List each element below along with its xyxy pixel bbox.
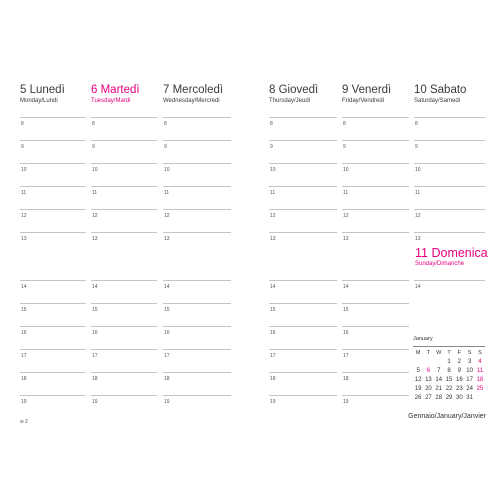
hour-label: 18 [92, 376, 98, 382]
slot-line [163, 326, 231, 327]
calendar-date: 14 [435, 377, 443, 383]
hour-label: 18 [21, 376, 27, 382]
slot-line [414, 209, 485, 210]
weekday-header: T [447, 350, 451, 356]
hour-label: 8 [21, 121, 24, 127]
hour-label: 11 [415, 190, 421, 196]
hour-label: 9 [21, 144, 24, 150]
hour-label: 14 [92, 284, 98, 290]
sunday-day-name: Domenica [431, 246, 488, 260]
hour-label: 9 [343, 144, 346, 150]
slot-line [91, 186, 157, 187]
hour-label: 17 [343, 353, 349, 359]
calendar-date: 30 [455, 395, 463, 401]
hour-label: 16 [92, 330, 98, 336]
slot-line [20, 326, 86, 327]
hour-label: 10 [164, 167, 170, 173]
mini-calendar-month: January [413, 336, 433, 342]
calendar-empty [475, 394, 485, 403]
hour-label: 10 [270, 167, 276, 173]
weekday-header: W [436, 350, 442, 356]
slot-line [342, 186, 409, 187]
calendar-date: 9 [457, 368, 461, 374]
day-title: 6 Martedì [91, 84, 140, 96]
hour-label: 8 [270, 121, 273, 127]
calendar-date: 16 [455, 377, 463, 383]
slot-line [163, 303, 231, 304]
hour-label: 19 [270, 399, 276, 405]
day-title: 9 Venerdì [342, 84, 392, 96]
slot-line [91, 280, 157, 281]
calendar-date: 6 [426, 368, 431, 374]
hour-label: 11 [343, 190, 349, 196]
hour-label: 12 [343, 213, 349, 219]
slot-line [342, 209, 409, 210]
slot-line [91, 163, 157, 164]
hour-label: 9 [92, 144, 95, 150]
hour-label: 8 [92, 121, 95, 127]
day-title: 8 Giovedì [269, 84, 319, 96]
hour-label: 19 [164, 399, 170, 405]
calendar-empty [434, 358, 444, 367]
hour-label: 16 [164, 330, 170, 336]
hour-label: 12 [21, 213, 27, 219]
slot-line [414, 140, 485, 141]
slot-line [269, 349, 337, 350]
slot-line [163, 372, 231, 373]
calendar-date: 25 [476, 386, 484, 392]
slot-line [20, 232, 86, 233]
day-header-thursday [269, 84, 318, 105]
weekday-header: T [426, 350, 431, 356]
hour-label: 15 [164, 307, 170, 313]
hour-label: 14 [270, 284, 276, 290]
sunday-header [415, 246, 488, 268]
hour-label: 18 [270, 376, 276, 382]
slot-line [20, 280, 86, 281]
hour-label: 10 [415, 167, 421, 173]
calendar-date: 4 [478, 359, 482, 365]
slot-line [342, 232, 409, 233]
slot-line [342, 303, 409, 304]
hour-label: 15 [92, 307, 98, 313]
hour-label: 13 [92, 236, 98, 242]
hour-label: 15 [270, 307, 276, 313]
calendar-date: 23 [455, 386, 463, 392]
hour-label: 8 [164, 121, 167, 127]
calendar-date: 27 [425, 395, 432, 401]
day-header-monday [20, 84, 65, 105]
slot-line [414, 117, 485, 118]
calendar-empty [413, 358, 423, 367]
weekday-header: M [415, 350, 421, 356]
hour-label: 10 [343, 167, 349, 173]
slot-line [20, 372, 86, 373]
day-header-tuesday [91, 84, 140, 105]
slot-line [91, 326, 157, 327]
hour-label: 17 [164, 353, 170, 359]
week-number: w 2 [20, 419, 28, 425]
slot-line [91, 395, 157, 396]
hour-label: 18 [343, 376, 349, 382]
calendar-date: 3 [467, 359, 472, 365]
sunday-day-subtitle: Sunday/Dimanche [415, 261, 465, 267]
slot-line [269, 140, 337, 141]
calendar-date: 7 [437, 368, 441, 374]
slot-line [163, 163, 231, 164]
hour-label: 14 [164, 284, 170, 290]
calendar-date: 1 [447, 359, 451, 365]
slot-line [414, 280, 485, 281]
slot-line [269, 326, 337, 327]
hour-label: 14 [415, 284, 421, 290]
slot-line [163, 395, 231, 396]
weekday-header: F [457, 350, 462, 356]
slot-line [20, 163, 86, 164]
slot-line [163, 117, 231, 118]
day-subtitle: Saturday/Samedi [414, 98, 461, 104]
slot-line [269, 280, 337, 281]
hour-label: 9 [415, 144, 418, 150]
slot-line [269, 163, 337, 164]
hour-label: 18 [164, 376, 170, 382]
slot-line [91, 372, 157, 373]
calendar-date: 12 [414, 377, 422, 383]
day-title: 10 Sabato [414, 84, 467, 96]
hour-label: 11 [270, 190, 276, 196]
calendar-date: 19 [414, 386, 422, 392]
day-header-friday [342, 84, 391, 105]
slot-line [163, 232, 231, 233]
weekday-header: S [478, 350, 482, 356]
hour-label: 8 [415, 121, 418, 127]
hour-label: 15 [343, 307, 349, 313]
hour-label: 15 [21, 307, 27, 313]
slot-line [269, 232, 337, 233]
hour-label: 17 [92, 353, 98, 359]
hour-label: 16 [21, 330, 27, 336]
slot-line [269, 209, 337, 210]
hour-label: 14 [21, 284, 27, 290]
slot-line [342, 326, 409, 327]
hour-label: 14 [343, 284, 349, 290]
mini-calendar-grid [413, 349, 485, 403]
slot-line [163, 280, 231, 281]
slot-line [269, 117, 337, 118]
slot-line [414, 232, 485, 233]
calendar-date: 15 [445, 377, 453, 383]
slot-line [269, 395, 337, 396]
hour-label: 17 [270, 353, 276, 359]
hour-label: 13 [343, 236, 349, 242]
calendar-empty [423, 358, 433, 367]
sunday-day-number: 11 [415, 246, 428, 260]
calendar-date: 22 [445, 386, 453, 392]
day-subtitle: Friday/Vendredi [342, 98, 385, 104]
slot-line [91, 349, 157, 350]
slot-line [342, 280, 409, 281]
day-header-wednesday [163, 84, 223, 105]
slot-line [163, 140, 231, 141]
hour-label: 19 [343, 399, 349, 405]
day-title: 5 Lunedì [20, 84, 65, 96]
slot-line [20, 303, 86, 304]
slot-line [20, 349, 86, 350]
sunday-title [415, 246, 488, 260]
day-title: 7 Mercoledì [163, 84, 224, 96]
slot-line [163, 186, 231, 187]
hour-label: 11 [164, 190, 170, 196]
calendar-date: 18 [476, 377, 484, 383]
hour-label: 12 [92, 213, 98, 219]
slot-line [163, 209, 231, 210]
calendar-date: 21 [435, 386, 443, 392]
hour-label: 11 [21, 190, 27, 196]
slot-line [269, 303, 337, 304]
calendar-date: 28 [435, 395, 443, 401]
slot-line [20, 209, 86, 210]
slot-line [414, 186, 485, 187]
calendar-date: 26 [414, 395, 422, 401]
hour-label: 13 [270, 236, 276, 242]
hour-label: 12 [415, 213, 421, 219]
mini-calendar [413, 336, 485, 403]
slot-line [20, 186, 86, 187]
hour-label: 9 [270, 144, 273, 150]
day-subtitle: Wednesday/Mercredi [163, 98, 220, 104]
calendar-date: 13 [425, 377, 432, 383]
hour-label: 10 [92, 167, 98, 173]
slot-line [91, 209, 157, 210]
hour-label: 8 [343, 121, 346, 127]
hour-label: 13 [415, 236, 421, 242]
slot-line [91, 232, 157, 233]
calendar-date: 31 [466, 395, 473, 401]
hour-label: 13 [164, 236, 170, 242]
slot-line [163, 349, 231, 350]
hour-label: 11 [92, 190, 98, 196]
hour-label: 16 [343, 330, 349, 336]
slot-line [342, 163, 409, 164]
slot-line [414, 163, 485, 164]
day-subtitle: Tuesday/Mardi [91, 98, 131, 104]
hour-label: 9 [164, 144, 167, 150]
slot-line [342, 117, 409, 118]
slot-line [342, 140, 409, 141]
slot-line [342, 372, 409, 373]
hour-label: 10 [21, 167, 27, 173]
calendar-date: 11 [476, 368, 484, 374]
calendar-date: 5 [416, 368, 420, 374]
calendar-date: 2 [457, 359, 461, 365]
weekday-header: S [467, 350, 472, 356]
calendar-date: 17 [466, 377, 473, 383]
hour-label: 12 [164, 213, 170, 219]
calendar-date: 20 [425, 386, 432, 392]
day-subtitle: Monday/Lundi [20, 98, 58, 104]
slot-line [91, 117, 157, 118]
slot-line [342, 349, 409, 350]
hour-label: 16 [270, 330, 276, 336]
calendar-date: 8 [447, 368, 451, 374]
slot-line [269, 186, 337, 187]
hour-label: 12 [270, 213, 276, 219]
slot-line [269, 372, 337, 373]
month-footer: Gennaio/January/Janvier [408, 413, 486, 420]
slot-line [20, 140, 86, 141]
calendar-date: 24 [466, 386, 473, 392]
day-subtitle: Thursday/Jeudi [269, 98, 311, 104]
slot-line [342, 395, 409, 396]
calendar-date: 10 [466, 368, 473, 374]
mini-calendar-divider [413, 346, 485, 347]
hour-label: 19 [21, 399, 27, 405]
slot-line [91, 303, 157, 304]
hour-label: 13 [21, 236, 27, 242]
slot-line [20, 117, 86, 118]
hour-label: 17 [21, 353, 27, 359]
calendar-date: 29 [445, 395, 453, 401]
slot-line [20, 395, 86, 396]
hour-label: 19 [92, 399, 98, 405]
day-header-saturday [414, 84, 466, 105]
slot-line [91, 140, 157, 141]
